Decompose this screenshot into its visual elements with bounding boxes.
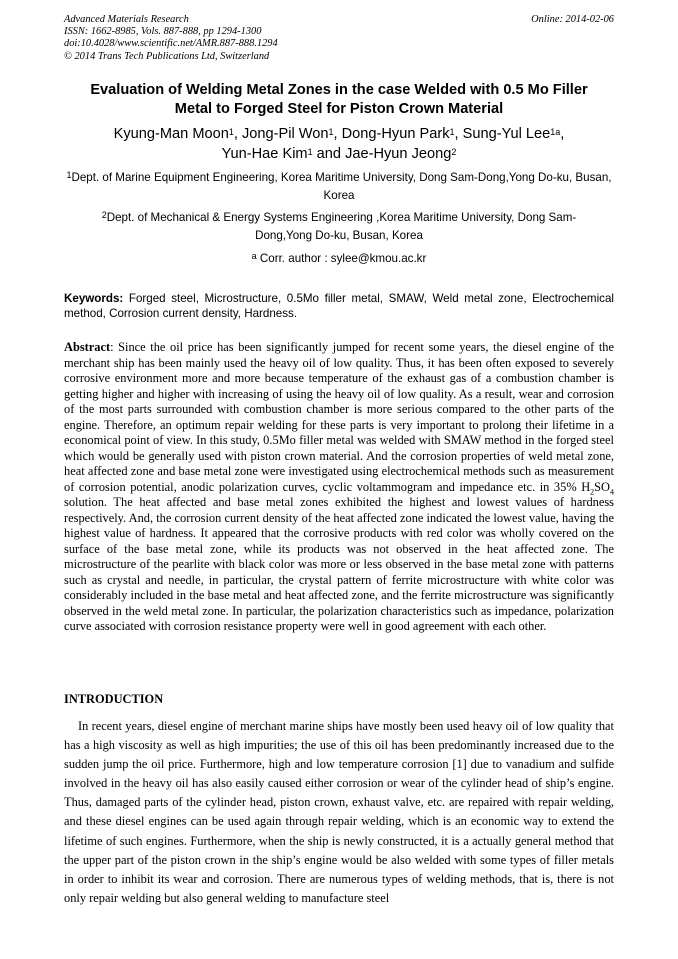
keywords <box>64 291 614 321</box>
doi-line: doi:10.4028/www.scientific.net/AMR.887-888.1294 <box>64 38 278 50</box>
affiliation-2-mark: 2 <box>101 210 107 221</box>
author-name: Kyung-Man Moon <box>113 126 229 142</box>
keywords-label: Keywords: <box>64 292 124 305</box>
author-separator: , <box>233 126 242 142</box>
author-name: Jong-Pil Won <box>241 126 329 142</box>
corresponding-author <box>60 250 618 268</box>
author-name: Dong-Hyun Park <box>341 126 450 142</box>
introduction-text: In recent years, diesel engine of merchant marine ships have mostly been used heavy oil of low quality that has a high viscosity as well as high impurities; the use of this oil has been predominantly increased due to the sudden jump the oil price. Furthermore, high and low temperature corrosion [1] due to vanadium and sulfide involved in the heavy oil has also easily caused either corrosion or wear of the cylinder head of ship’s engine. Thus, damaged parts of the cylinder head, piston crown, exhaust valve, etc. are repaired with repair welding, and these diesel engines can be used again through repair welding, which is an economic way to extend the lifetime of such engines. Furthermore, when the ship is newly constructed, it is a actually general method that the upper part of the piston crown in the ship’s engine would be also welded with some types of filler metals in order to inhibit its wear and corrosion. There are numerous types of welding methods, that is, there is not only repair welding but also general welding to manufacture steel <box>64 719 614 905</box>
abstract-text-2: solution. The heat affected and base metal zones exhibited the highest and lowest values of hardness respectively. And, the corrosion current density of the heat affected zone indicated the lowest value, having the highest value of hardness. It appeared that the corrosive products with red color was wholly covered on the surface of the base metal zone, while its products was not observed in the heat affected zone. The microstructure of the pearlite with black color was more or less observed in the base metal zone with patterns such as crystal and needle, in particular, the crystal pattern of ferrite microstructure with white color was considerably included in the base metal and heat affected zone, and the ferrite microstructure was significantly observed in the weld metal zone. In particular, the polarization characteristics such as impedance, polarization curve associated with corrosion resistance property were well in good agreement with each other. <box>64 495 614 633</box>
abstract <box>64 340 614 635</box>
abstract-label: Abstract <box>64 340 111 354</box>
author-list <box>60 124 618 164</box>
author-affiliation-mark: 1 <box>307 147 313 158</box>
corr-mark: a <box>251 251 257 262</box>
affiliation-2-text: Dept. of Mechanical & Energy Systems Engineering ,Korea Maritime University, Dong Sam-Dong,Yong Do-ku, Busan, Korea <box>106 211 577 242</box>
author-name: Sung-Yul Lee <box>462 126 551 142</box>
author-affiliation-mark: 1 <box>328 127 334 138</box>
author-name: Jae-Hyun Jeong <box>345 146 452 162</box>
author-affiliation-mark: 2 <box>451 147 457 158</box>
title-line-2: Metal to Forged Steel for Piston Crown Material <box>174 101 504 117</box>
author-affiliation-mark: 1a <box>550 127 561 138</box>
author-separator: , <box>454 126 463 142</box>
author-affiliation-mark: 1 <box>228 127 234 138</box>
introduction-heading: INTRODUCTION <box>64 692 164 706</box>
abstract-text-1: : Since the oil price has been significantly jumped for recent some years, the diesel engine of the merchant ship has been mainly used the heavy oil of low quality. Thus, it has been often exposed to severely corrosive environment more and more because temperature of the exhaust gas of a combustion chamber is getting higher and higher with increasing of using the heavy oil of low quality. As a result, wear and corrosion of the most parts surrounded with combustion chamber is more serious compared to the other parts of the engine. Therefore, an optimum repair welding for these parts is very important to prolong their lifetime in a economical point of view. In this study, 0.5Mo filler metal was welded with SMAW method in the forged steel which would be generally used with piston crown material. And the corrosion properties of weld metal zone, heat affected zone and base metal zone were investigated using electrochemical methods such as measurement of corrosion potential, anodic polarization curves, cyclic voltammogram and impedance etc. in 35% <box>64 340 614 494</box>
journal-name: Advanced Materials Research <box>64 14 189 25</box>
author-separator: , <box>560 126 565 142</box>
formula-sub-4: 4 <box>610 486 614 496</box>
paper-title <box>60 81 618 119</box>
journal-header <box>64 14 278 63</box>
author-separator: , <box>333 126 342 142</box>
affiliation-1 <box>60 169 618 205</box>
affiliation-2 <box>100 209 578 245</box>
online-date: Online: 2014-02-06 <box>531 14 614 25</box>
formula-sub-2: 2 <box>590 486 595 496</box>
issn-line: ISSN: 1662-8985, Vols. 887-888, pp 1294-1300 <box>64 26 262 38</box>
affiliation-1-text: Dept. of Marine Equipment Engineering, Korea Maritime University, Dong Sam-Dong,Yong Do-ku, Busan, Korea <box>71 171 612 202</box>
author-name: Yun-Hae Kim <box>221 146 308 162</box>
author-affiliation-mark: 1 <box>449 127 455 138</box>
formula-h: H <box>581 479 591 494</box>
keywords-text: Forged steel, Microstructure, 0.5Mo filler metal, SMAW, Weld metal zone, Electrochemical method, Corrosion current density, Hardness. <box>64 292 614 320</box>
formula-so: SO <box>594 479 610 494</box>
copyright-line: © 2014 Trans Tech Publications Ltd, Switzerland <box>64 50 270 62</box>
author-separator: and <box>312 146 346 162</box>
title-line-1: Evaluation of Welding Metal Zones in the case Welded with 0.5 Mo Filler <box>90 82 588 98</box>
affiliation-1-mark: 1 <box>66 170 72 181</box>
corr-text: Corr. author : sylee@kmou.ac.kr <box>256 252 427 265</box>
